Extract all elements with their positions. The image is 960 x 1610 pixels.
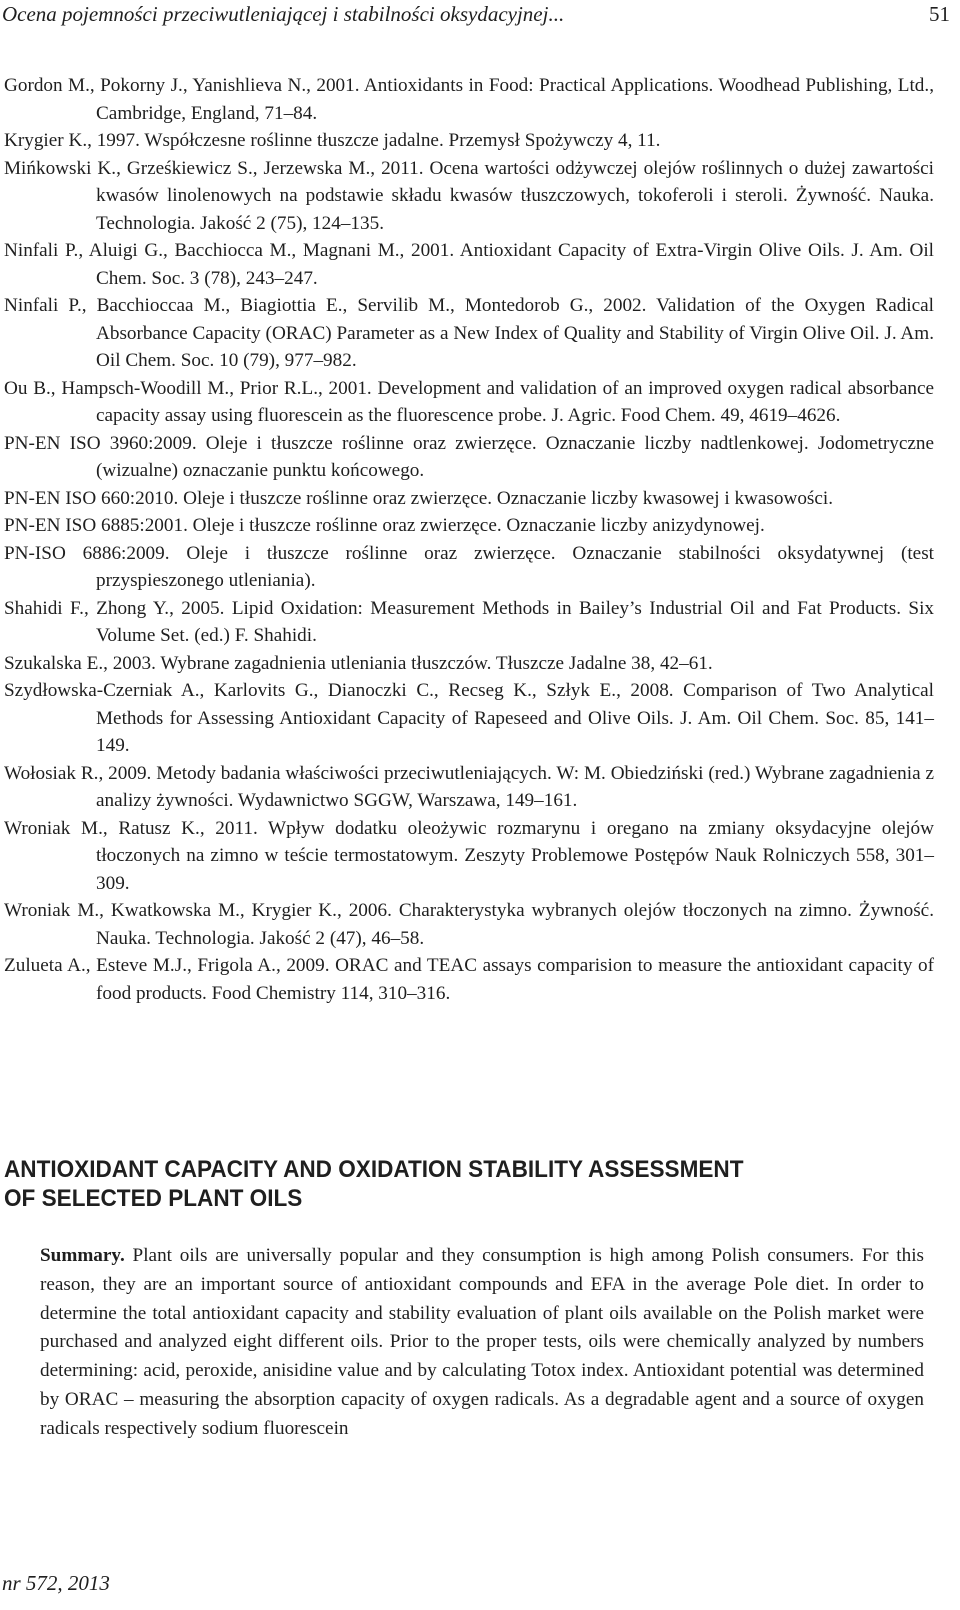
reference-item: Wroniak M., Ratusz K., 2011. Wpływ dodatku oleożywic rozmarynu i oregano na zmiany oksydacyjne olejów tłoczonych na zimno w teście termostatowym. Zeszyty Problemowe Postępów Nauk Rolniczych 558, 301–309. (4, 817, 934, 894)
reference-item: Mińkowski K., Grześkiewicz S., Jerzewska M., 2011. Ocena wartości odżywczej olejów roślinnych o dużej zawartości kwasów linolenowych na podstawie składu kwasów tłuszczowych, tokoferoli i steroli. Żywność. Nauka. Technologia. Jakość 2 (75), 124–135. (4, 157, 934, 234)
reference-item: PN-EN ISO 660:2010. Oleje i tłuszcze roślinne oraz zwierzęce. Oznaczanie liczby kwasowej i kwasowości. (4, 487, 834, 509)
running-head (0, 0, 960, 34)
reference-item: PN-EN ISO 3960:2009. Oleje i tłuszcze roślinne oraz zwierzęce. Oznaczanie liczby nadtlenkowej. Jodometryczne (wizualne) oznaczanie punktu końcowego. (4, 432, 934, 481)
reference-item: Gordon M., Pokorny J., Yanishlieva N., 2001. Antioxidants in Food: Practical Applications. Woodhead Publishing, Ltd., Cambridge, England, 71–84. (4, 75, 934, 124)
summary-label: Summary. (40, 1245, 125, 1266)
reference-item: Ninfali P., Aluigi G., Bacchiocca M., Magnani M., 2001. Antioxidant Capacity of Extra-Virgin Olive Oils. J. Am. Oil Chem. Soc. 3 (78), 243–247. (4, 240, 934, 289)
reference-item: Zulueta A., Esteve M.J., Frigola A., 2009. ORAC and TEAC assays comparision to measure the antioxidant capacity of food products. Food Chemistry 114, 310–316. (4, 955, 934, 1004)
reference-item: Ninfali P., Bacchioccaa M., Biagiottia E., Servilib M., Montedorob G., 2002. Validation of the Oxygen Radical Absorbance Capacity (ORAC) Parameter as a New Index of Quality and Stability of Virgin Olive Oil. J. Am. Oil Chem. Soc. 10 (79), 977–982. (4, 295, 934, 371)
section-title-line-1: ANTIOXIDANT CAPACITY AND OXIDATION STABILITY ASSESSMENT (4, 1156, 744, 1183)
reference-item: Szydłowska-Czerniak A., Karlovits G., Dianoczki C., Recseg K., Szłyk E., 2008. Comparison of Two Analytical Methods for Assessing Antioxidant Capacity of Rapeseed and Olive Oils. J. Am. Oil Chem. Soc. 85, 141–149. (4, 680, 934, 756)
reference-item: PN-EN ISO 6885:2001. Oleje i tłuszcze roślinne oraz zwierzęce. Oznaczanie liczby anizydynowej. (4, 515, 765, 536)
reference-item: Ou B., Hampsch-Woodill M., Prior R.L., 2001. Development and validation of an improved oxygen radical absorbance capacity assay using fluorescein as the fluorescence probe. J. Agric. Food Chem. 49, 4619–4626. (4, 377, 934, 426)
section-title-line-2: OF SELECTED PLANT OILS (4, 1185, 303, 1212)
reference-item: PN-ISO 6886:2009. Oleje i tłuszcze roślinne oraz zwierzęce. Oznaczanie stabilności oksydatywnej (test przyspieszonego utleniania). (4, 542, 934, 591)
reference-list (4, 72, 934, 1007)
summary-text: Plant oils are universally popular and they consumption is high among Polish consumers. For this reason, they are an important source of antioxidant compounds and EFA in the average Pole diet. In order to determine the total antioxidant capacity and stability evaluation of plant oils available on the Polish market were purchased and analyzed eight different oils. Prior to the proper tests, oils were chemically analyzed by numbers determining: acid, peroxide, anisidine value and by calculating Totox index. Antioxidant potential was determined by ORAC – measuring the absorption capacity of oxygen radicals. As a degradable agent and a source of oxygen radicals respectively sodium fluorescein (40, 1245, 925, 1439)
summary-paragraph (40, 1242, 924, 1444)
page-number: 51 (929, 2, 950, 26)
reference-item: Krygier K., 1997. Współczesne roślinne tłuszcze jadalne. Przemysł Spożywczy 4, 11. (4, 130, 661, 151)
reference-item: Szukalska E., 2003. Wybrane zagadnienia utleniania tłuszczów. Tłuszcze Jadalne 38, 42–61. (4, 652, 713, 674)
reference-item: Shahidi F., Zhong Y., 2005. Lipid Oxidation: Measurement Methods in Bailey’s Industrial Oil and Fat Products. Six Volume Set. (ed.) F. Shahidi. (4, 597, 934, 646)
running-title: Ocena pojemności przeciwutleniającej i stabilności oksydacyjnej... (2, 2, 565, 26)
journal-footer: nr 572, 2013 (2, 1571, 110, 1595)
section-title (4, 1155, 878, 1213)
reference-item: Wołosiak R., 2009. Metody badania właściwości przeciwutleniających. W: M. Obiedziński (red.) Wybrane zagadnienia z analizy żywności. Wydawnictwo SGGW, Warszawa, 149–161. (4, 762, 934, 811)
reference-item: Wroniak M., Kwatkowska M., Krygier K., 2006. Charakterystyka wybranych olejów tłoczonych na zimno. Żywność. Nauka. Technologia. Jakość 2 (47), 46–58. (4, 900, 934, 949)
